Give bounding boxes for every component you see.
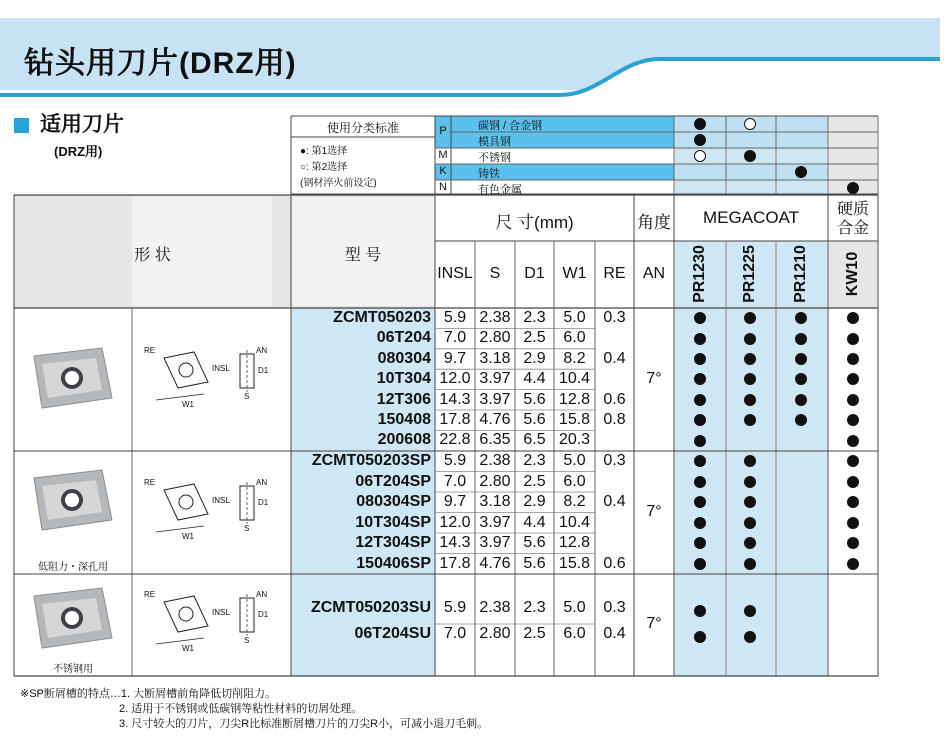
page-title: 钻头用刀片(DRZ用) (24, 47, 297, 80)
stock-mark (847, 517, 859, 529)
dim-s: 3.18 (479, 493, 511, 510)
stock-mark (744, 605, 756, 617)
classification-header: 使用分类标准 (326, 121, 399, 135)
dim-re: 0.4 (603, 625, 626, 642)
dim-w1: 6.0 (563, 625, 586, 642)
insert-photo-su (34, 588, 112, 648)
column-header-an: AN (642, 265, 666, 282)
column-header-s: S (489, 265, 501, 282)
diagram-label-w1: W1 (182, 644, 194, 653)
dim-d1: 5.6 (523, 534, 546, 551)
dim-d1: 2.3 (523, 599, 546, 616)
dim-d1: 5.6 (523, 411, 546, 428)
diagram-label-re: RE (144, 346, 156, 355)
insert-model: 10T304SP (355, 513, 431, 531)
insert-model: ZCMT050203SU (310, 599, 431, 616)
insert-diagram-standard (156, 350, 254, 400)
dim-insl: 12.0 (439, 513, 471, 531)
shape-caption: 低阻力・深孔用 (38, 562, 108, 573)
material-name: 有色金属 (478, 184, 522, 196)
stock-mark (795, 394, 807, 406)
stock-mark (847, 435, 859, 447)
diagram-label-d1: D1 (258, 498, 269, 507)
dim-w1: 20.3 (558, 431, 591, 449)
dim-w1: 8.2 (563, 349, 586, 367)
grade-header-pr1210: PR1210 (792, 245, 809, 303)
diagram-label-w1: W1 (182, 532, 194, 541)
dim-w1: 15.8 (558, 554, 591, 572)
dim-insl: 17.8 (439, 554, 471, 572)
stock-mark (744, 558, 756, 570)
dim-w1: 5.0 (563, 452, 586, 469)
insert-model: 080304SP (356, 493, 431, 510)
megacoat-header: MEGACOAT (702, 208, 800, 227)
dim-insl: 7.0 (443, 329, 467, 347)
dim-s: 2.38 (479, 452, 511, 469)
classification-mark (694, 134, 706, 146)
dim-insl: 7.0 (443, 625, 467, 642)
dim-d1: 2.5 (523, 329, 546, 347)
dimensions-header: 尺 寸(mm) (495, 213, 574, 232)
grade-column-bg (675, 451, 725, 574)
grade-column-bg (777, 574, 827, 676)
insert-model: 06T204 (376, 329, 431, 347)
dim-insl: 12.0 (439, 370, 471, 388)
dim-insl: 7.0 (443, 472, 467, 490)
dim-w1: 12.8 (558, 534, 591, 551)
dim-w1: 10.4 (558, 513, 591, 531)
dim-s: 3.18 (479, 349, 511, 367)
grade-column-bg (777, 451, 827, 574)
dim-s: 3.97 (479, 370, 511, 388)
insert-model: ZCMT050203SP (311, 452, 431, 469)
column-header-re: RE (603, 265, 626, 282)
dim-d1: 2.9 (523, 349, 546, 367)
insert-model: 12T304SP (355, 534, 431, 551)
classification-mark (744, 150, 756, 162)
shape-header: 形 状 (134, 247, 171, 264)
classification-mark (847, 182, 859, 194)
stock-mark (694, 435, 706, 447)
diagram-label-s: S (244, 636, 250, 645)
angle-value: 7° (646, 615, 662, 632)
stock-mark (744, 631, 756, 643)
dim-re: 0.8 (603, 411, 626, 428)
dim-insl: 5.9 (443, 309, 467, 326)
stock-mark (744, 394, 756, 406)
diagram-label-s: S (244, 524, 250, 533)
note-2: 2. 适用于不锈钢或低碳钢等粘性材料的切屑处理。 (119, 703, 363, 715)
grade-column-bg (727, 574, 775, 676)
diagram-label-re: RE (144, 590, 156, 599)
dim-re: 0.3 (603, 599, 626, 616)
stock-mark (847, 558, 859, 570)
stock-mark (694, 517, 706, 529)
stock-mark (847, 394, 859, 406)
insert-model: 10T304 (376, 370, 431, 388)
note-3: 3. 尺寸较大的刀片，刀尖R比标准断屑槽刀片的刀尖R小，可减小退刀毛刺。 (119, 718, 489, 730)
stock-mark (744, 476, 756, 488)
diagram-label-re: RE (144, 478, 156, 487)
stock-mark (694, 353, 706, 365)
dim-d1: 5.6 (523, 554, 546, 572)
dim-s: 6.35 (479, 431, 511, 449)
stock-mark (847, 476, 859, 488)
dim-w1: 12.8 (558, 390, 591, 408)
dim-d1: 2.3 (523, 452, 546, 469)
dim-insl: 14.3 (439, 390, 471, 408)
column-header-d1: D1 (524, 265, 545, 282)
dim-w1: 6.0 (563, 472, 586, 490)
dim-re: 0.3 (603, 309, 626, 326)
dim-s: 4.76 (479, 411, 511, 428)
dim-insl: 9.7 (443, 493, 467, 510)
dim-d1: 2.5 (523, 625, 546, 642)
dim-insl: 14.3 (439, 534, 471, 551)
dim-d1: 6.5 (523, 431, 546, 449)
dim-insl: 9.7 (443, 349, 467, 367)
material-code: P (439, 125, 447, 137)
diagram-label-d1: D1 (258, 366, 269, 375)
dim-s: 2.80 (479, 472, 511, 490)
dim-re: 0.6 (603, 554, 626, 572)
diagram-label-an: AN (256, 346, 268, 355)
dim-insl: 5.9 (443, 599, 467, 616)
classification-mark (744, 118, 756, 130)
dim-s: 3.97 (479, 390, 511, 408)
dim-re: 0.3 (603, 452, 626, 469)
dim-s: 3.97 (479, 513, 511, 531)
diagram-label-an: AN (256, 478, 268, 487)
section-title: 适用刀片 (40, 113, 124, 136)
dim-insl: 17.8 (439, 411, 471, 428)
dim-s: 2.38 (479, 599, 511, 616)
dim-w1: 5.0 (563, 599, 586, 616)
stock-mark (744, 353, 756, 365)
insert-diagram-su (156, 594, 254, 644)
dim-w1: 10.4 (558, 370, 591, 388)
dim-s: 3.97 (479, 534, 511, 551)
column-header-insl: INSL (437, 265, 473, 282)
insert-model: 080304 (377, 349, 431, 367)
dim-re: 0.4 (603, 493, 626, 510)
insert-model: 200608 (377, 431, 431, 449)
model-header: 型 号 (344, 247, 382, 264)
dim-w1: 15.8 (558, 411, 591, 428)
insert-diagram-sp (156, 482, 254, 532)
legend-second-choice: ○: 第2选择 (300, 162, 348, 173)
insert-model: ZCMT050203 (333, 309, 431, 326)
angle-value: 7° (646, 502, 662, 520)
dim-d1: 5.6 (523, 390, 546, 408)
shape-caption: 不锈钢用 (53, 664, 93, 675)
material-code: K (439, 165, 447, 177)
stock-mark (694, 476, 706, 488)
stock-mark (847, 333, 859, 345)
dim-w1: 6.0 (563, 329, 586, 347)
insert-model: 12T306 (376, 390, 431, 408)
stock-mark (694, 394, 706, 406)
classification-mark (694, 150, 706, 162)
carbide-header: 硬质 合金 (836, 201, 869, 237)
grade-column-bg (727, 451, 775, 574)
diagram-label-w1: W1 (182, 400, 194, 409)
column-header-w1: W1 (562, 265, 587, 282)
diagram-label-insl: INSL (212, 496, 230, 505)
grade-header-kw10: KW10 (844, 251, 861, 297)
dim-s: 2.38 (479, 309, 511, 326)
dim-d1: 2.3 (523, 309, 546, 326)
dim-d1: 4.4 (523, 513, 546, 531)
grade-header-pr1225: PR1225 (741, 245, 758, 303)
stock-mark (694, 558, 706, 570)
insert-model: 06T204SU (354, 625, 431, 642)
stock-mark (694, 333, 706, 345)
dim-insl: 22.8 (439, 431, 471, 449)
insert-photo-sp (34, 470, 112, 530)
legend-first-choice: ●: 第1选择 (300, 146, 348, 157)
insert-model: 150408 (377, 411, 431, 428)
stock-mark (744, 333, 756, 345)
section-subtitle: (DRZ用) (54, 144, 103, 159)
insert-model: 150406SP (356, 554, 431, 572)
angle-value: 7° (646, 369, 662, 387)
insert-photo-standard (34, 348, 112, 408)
dim-s: 2.80 (479, 625, 511, 642)
stock-mark (847, 353, 859, 365)
dim-insl: 5.9 (443, 452, 467, 469)
diagram-label-insl: INSL (212, 364, 230, 373)
dim-re: 0.4 (603, 349, 626, 367)
legend-note: (钢材淬火前设定) (300, 178, 377, 189)
stock-mark (694, 605, 706, 617)
diagram-label-d1: D1 (258, 610, 269, 619)
stock-mark (744, 517, 756, 529)
material-name: 不锈钢 (478, 152, 511, 164)
dim-s: 4.76 (479, 554, 511, 572)
diagram-label-insl: INSL (212, 608, 230, 617)
grade-header-pr1230: PR1230 (691, 245, 708, 303)
stock-mark (795, 333, 807, 345)
dim-w1: 5.0 (563, 309, 586, 326)
insert-model: 06T204SP (355, 472, 431, 490)
diagram-label-an: AN (256, 590, 268, 599)
dim-re: 0.6 (603, 390, 626, 408)
dim-d1: 2.9 (523, 493, 546, 510)
classification-mark (694, 118, 706, 130)
diagram-label-s: S (244, 392, 250, 401)
note-1: ※SP断屑槽的特点…1. 大断屑槽前角降低切削阻力。 (20, 688, 277, 700)
material-code: M (438, 149, 448, 161)
stock-mark (795, 353, 807, 365)
classification-mark (795, 166, 807, 178)
dim-d1: 2.5 (523, 472, 546, 490)
angle-header: 角度 (637, 213, 671, 232)
dim-d1: 4.4 (523, 370, 546, 388)
material-name: 碳钢 / 合金钢 (478, 120, 543, 132)
dim-s: 2.80 (479, 329, 511, 347)
material-code: N (439, 181, 447, 193)
grade-column-bg (675, 574, 725, 676)
stock-mark (694, 631, 706, 643)
dim-w1: 8.2 (563, 493, 586, 510)
material-name: 模具钢 (478, 136, 511, 148)
material-name: 铸铁 (478, 168, 500, 180)
